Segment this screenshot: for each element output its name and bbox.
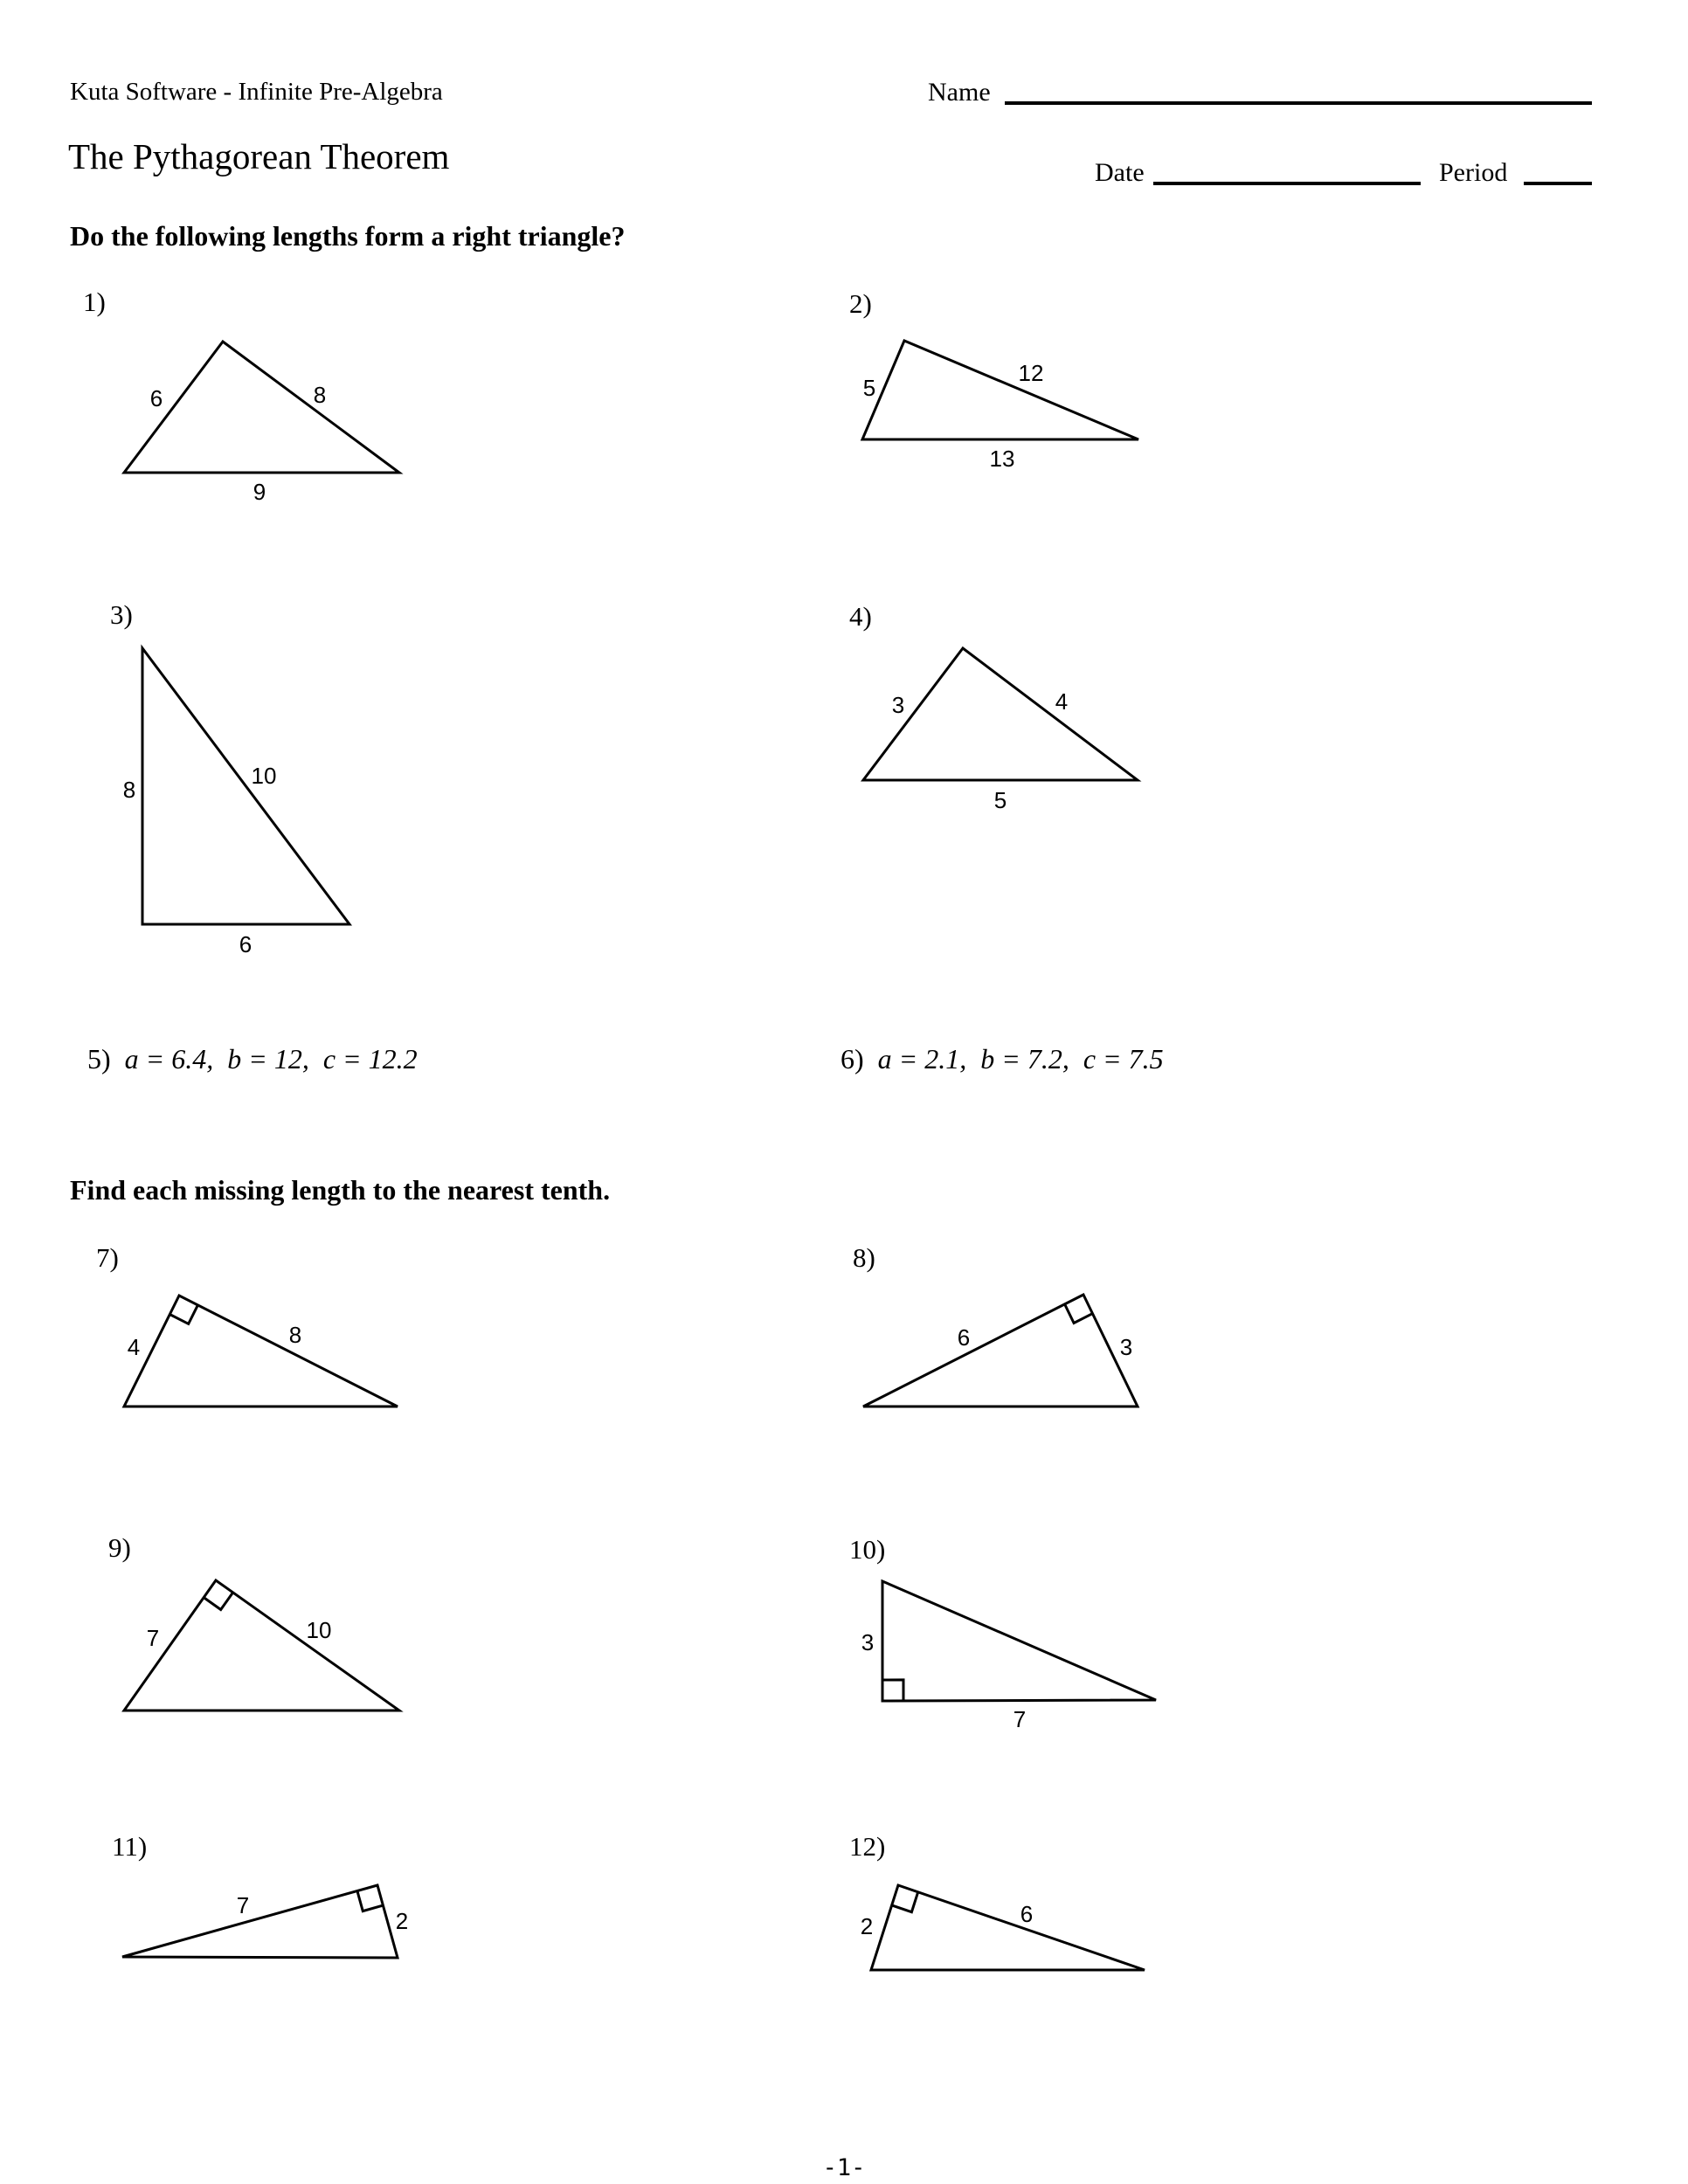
side-length-label: 8 <box>288 1322 302 1348</box>
side-length-label: 7 <box>146 1625 160 1651</box>
problem-5-row <box>87 1045 418 1073</box>
problem-4-number: 4) <box>849 601 872 632</box>
side-length-label: 6 <box>149 385 163 411</box>
side-length-label: 3 <box>891 692 905 718</box>
side-length-label: 5 <box>862 375 876 401</box>
problem-3-number: 3) <box>110 599 133 630</box>
side-length-label: 2 <box>395 1908 409 1934</box>
problem-7-figure <box>124 1296 398 1406</box>
section-2-instruction: Find each missing length to the nearest tenth. <box>70 1174 611 1206</box>
problem-6-row <box>841 1045 1164 1073</box>
side-length-label: 4 <box>127 1334 141 1360</box>
side-length-label: 6 <box>1020 1901 1034 1927</box>
side-length-label: 9 <box>253 479 266 505</box>
problem-10-figure <box>861 1581 1156 1732</box>
side-length-label: 8 <box>122 777 136 803</box>
problem-2-figure <box>862 341 1138 472</box>
problem-7-number: 7) <box>96 1242 119 1273</box>
side-length-label: 6 <box>957 1324 971 1351</box>
side-length-label: 10 <box>251 763 277 789</box>
side-length-label: 6 <box>239 931 253 957</box>
section-1-instruction: Do the following lengths form a right triangle? <box>70 220 626 252</box>
period-label: Period <box>1439 158 1508 187</box>
triangle-outline <box>124 1580 399 1711</box>
right-angle-mark <box>204 1593 232 1610</box>
problem-12-figure <box>861 1885 1145 1970</box>
problem-11-figure <box>122 1885 408 1958</box>
problem-1-number: 1) <box>83 287 106 317</box>
side-length-label: 2 <box>860 1913 874 1939</box>
side-length-label: 10 <box>306 1617 332 1643</box>
side-length-label: 3 <box>861 1629 875 1655</box>
triangle-outline <box>122 1885 398 1958</box>
triangle-outline <box>142 648 349 924</box>
side-length-label: 7 <box>1013 1706 1027 1732</box>
side-length-label: 13 <box>989 446 1015 472</box>
triangle-outline <box>124 342 399 473</box>
page-number: -1- <box>822 2154 866 2181</box>
triangle-outline <box>124 1296 398 1406</box>
problem-1-figure <box>124 342 399 505</box>
problem-3-figure <box>123 648 349 957</box>
problem-9-number: 9) <box>108 1532 131 1563</box>
right-angle-mark <box>882 1680 903 1701</box>
problem-11-number: 11) <box>112 1831 148 1862</box>
problem-8-number: 8) <box>853 1242 875 1273</box>
problem-5-number: 5) <box>87 1043 111 1075</box>
triangle-outline <box>862 341 1138 439</box>
triangle-outline <box>863 1295 1138 1406</box>
page-title: The Pythagorean Theorem <box>68 136 450 176</box>
brand-text: Kuta Software - Infinite Pre-Algebra <box>70 78 443 106</box>
name-label: Name <box>928 78 991 107</box>
problem-4-figure <box>863 648 1138 813</box>
side-length-label: 4 <box>1055 688 1069 715</box>
side-length-label: 5 <box>993 787 1007 813</box>
problem-10-number: 10) <box>849 1534 886 1565</box>
problem-8-figure <box>863 1295 1138 1406</box>
side-length-label: 12 <box>1018 360 1044 386</box>
problem-9-figure <box>124 1580 399 1711</box>
problem-6-number: 6) <box>841 1043 864 1075</box>
side-length-label: 8 <box>313 382 327 408</box>
side-length-label: 3 <box>1119 1334 1133 1360</box>
date-label: Date <box>1095 158 1145 187</box>
problem-2-number: 2) <box>849 288 872 319</box>
problem-12-number: 12) <box>849 1831 886 1862</box>
problem-5-values: a = 6.4, b = 12, c = 12.2 <box>124 1043 418 1075</box>
triangle-outline <box>871 1885 1145 1970</box>
side-length-label: 7 <box>236 1892 250 1918</box>
triangle-outline <box>882 1581 1156 1701</box>
problem-6-values: a = 2.1, b = 7.2, c = 7.5 <box>877 1043 1164 1075</box>
